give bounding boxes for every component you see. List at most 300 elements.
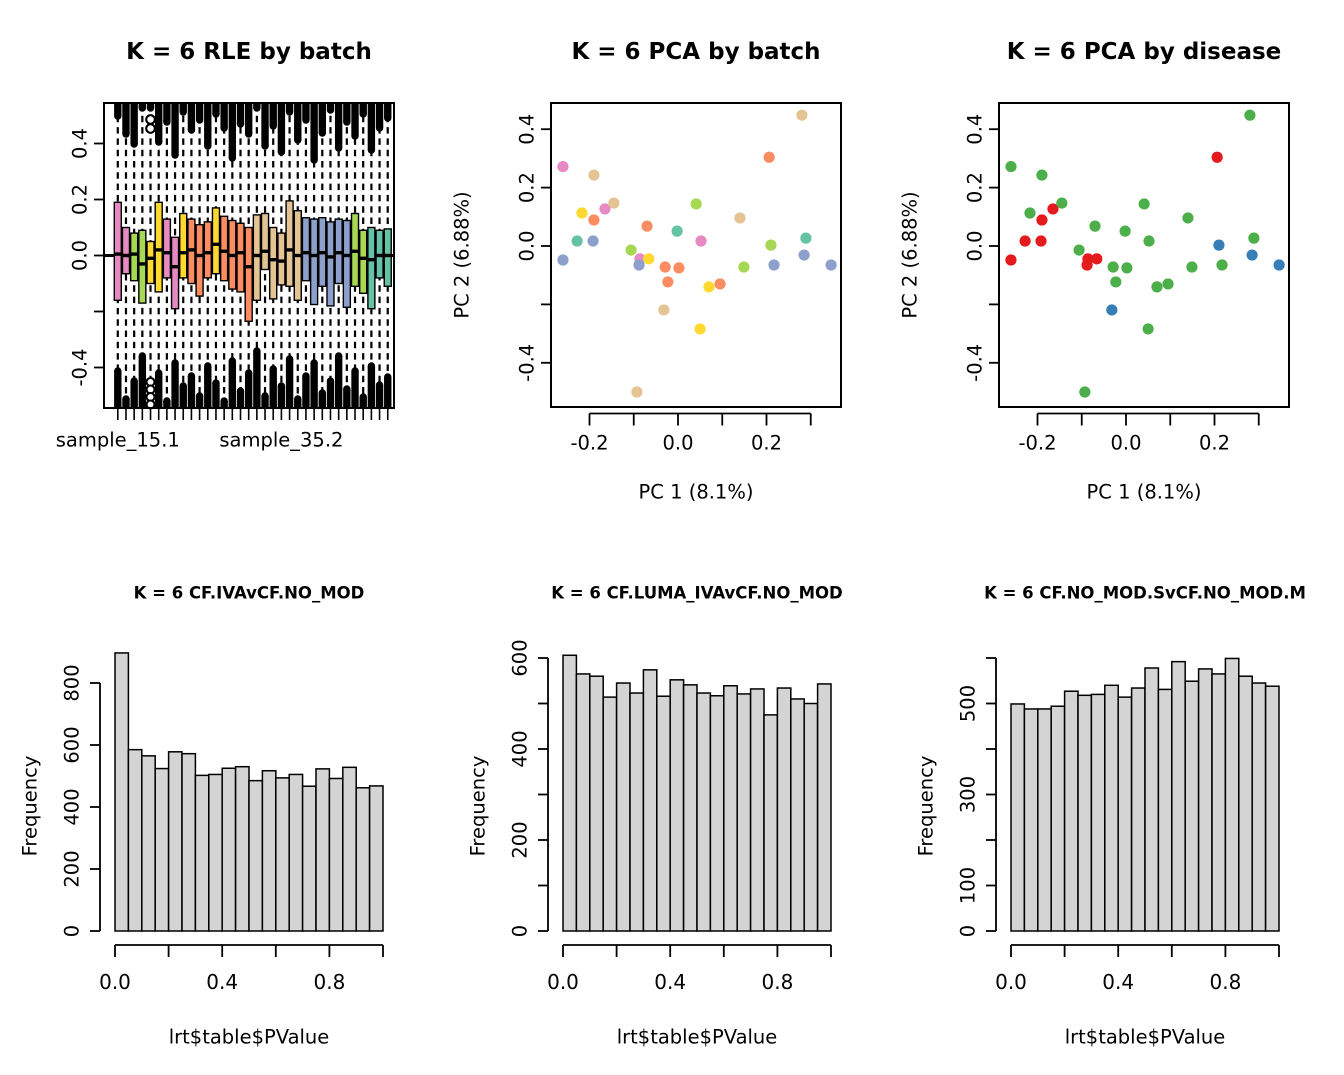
pca-point [631, 386, 642, 397]
rle-outlier-blob-bottom [245, 373, 252, 408]
y-tick-label: 100 [956, 866, 980, 905]
rle-outlier-blob-bottom-cap [163, 397, 170, 404]
pca-point [1216, 259, 1227, 270]
rle-outlier-blob-bottom [351, 371, 358, 408]
rle-outlier-blob-top-cap [114, 112, 121, 119]
hist-bar [617, 683, 630, 931]
x-tick-label: sample_15.1 [55, 428, 180, 452]
rle-outlier-blob-top-cap [155, 138, 162, 145]
rle-outlier-blob-top [278, 103, 285, 152]
hist-bar [818, 684, 831, 931]
hist-bar [262, 771, 275, 931]
hist-bar [343, 767, 356, 931]
panel-pca-by-batch [451, 39, 842, 504]
pca-point [1036, 169, 1047, 180]
pca-point [1036, 214, 1047, 225]
panel-pca-by-disease [899, 39, 1290, 504]
hist-bar [1199, 669, 1212, 931]
rle-outlier-blob-bottom [384, 377, 391, 408]
rle-outlier-blob-bottom [130, 381, 137, 408]
hist-bar [670, 680, 683, 931]
x-tick-label: sample_35.2 [219, 428, 344, 452]
pca-point [826, 259, 837, 270]
rle-box [204, 222, 211, 278]
rle-outlier-blob-bottom-cap [327, 377, 334, 384]
x-tick-label: 0.2 [750, 431, 783, 455]
hist-bar [142, 756, 155, 931]
hist-bar [236, 767, 249, 931]
hist-bar [630, 693, 643, 931]
pca-point [576, 207, 587, 218]
pca-point [1186, 261, 1197, 272]
rle-outlier-blob-bottom-cap [171, 359, 178, 366]
rle-box [270, 228, 277, 299]
rle-outlier-blob-top [245, 103, 252, 134]
rle-outlier-blob-top-cap [278, 148, 285, 155]
y-tick-label: 500 [956, 684, 980, 723]
rle-outlier-blob-top-cap [335, 144, 342, 151]
y-tick-label: 600 [508, 639, 532, 677]
rle-outlier-blob-top [130, 103, 137, 144]
axis-title-x: lrt$table$PValue [1064, 1025, 1226, 1049]
rle-box [163, 219, 170, 278]
y-tick-label: 0 [956, 924, 980, 938]
rle-outlier-blob-top-cap [253, 104, 260, 111]
pca-point [764, 152, 775, 163]
rle-outlier-blob-bottom [335, 356, 342, 408]
hist-bar [1239, 676, 1252, 931]
hist-bar [657, 696, 670, 931]
axis-title-y: Frequency [914, 755, 938, 857]
plot-frame [999, 103, 1289, 407]
hist-bar [791, 699, 804, 931]
y-tick-label: 200 [60, 850, 84, 888]
hist-bar [710, 696, 723, 931]
pca-point [703, 281, 714, 292]
rle-outlier-blob-bottom-cap [122, 395, 129, 402]
rle-outlier-blob-bottom [253, 351, 260, 408]
rle-outlier-blob-top-cap [229, 154, 236, 161]
rle-outlier-blob-bottom-cap [130, 377, 137, 384]
rle-outlier-blob-top [188, 103, 195, 130]
rle-outlier-blob-top-cap [360, 110, 367, 117]
x-tick-label: 0.0 [662, 431, 694, 455]
rle-outlier-blob-top-cap [245, 130, 252, 137]
x-tick-label: 0.8 [761, 970, 794, 994]
y-tick-label: -0.4 [963, 343, 987, 382]
rle-outlier-blob-top [155, 103, 162, 142]
rle-box [327, 222, 334, 306]
rle-outlier-blob-top-cap [130, 140, 137, 147]
x-tick-label: 0.0 [1110, 431, 1142, 455]
panel-title: K = 6 CF.IVAvCF.NO_MOD [133, 583, 365, 603]
rle-outlier-blob-bottom [114, 371, 121, 408]
pca-point [633, 259, 644, 270]
pca-point [1182, 212, 1193, 223]
rle-outlier-blob-bottom-cap [270, 365, 277, 372]
x-tick-label: 0.4 [654, 970, 687, 994]
hist-bar [316, 769, 329, 931]
rle-outlier-blob-bottom [270, 369, 277, 408]
rle-outlier-blob-bottom [212, 383, 219, 408]
pca-point [1005, 254, 1016, 265]
pca-point [588, 214, 599, 225]
hist-bar [1212, 674, 1225, 931]
y-tick-label: 0 [60, 924, 84, 938]
rle-outlier-blob-top [376, 103, 383, 128]
hist-bar [1091, 694, 1104, 931]
hist-bar [249, 781, 262, 931]
rle-outlier-blob-bottom-cap [351, 367, 358, 374]
y-tick-label: 0.4 [963, 113, 987, 145]
axis-title-x: lrt$table$PValue [168, 1025, 330, 1049]
hist-bar [1051, 706, 1064, 931]
pca-point [588, 169, 599, 180]
rle-box [180, 214, 187, 278]
outlier-circle [146, 115, 155, 124]
pca-point [557, 254, 568, 265]
hist-bar [128, 750, 141, 931]
pca-point [1056, 197, 1067, 208]
pca-point [1079, 386, 1090, 397]
rle-outlier-blob-bottom [155, 373, 162, 408]
hist-bar [764, 715, 777, 931]
hist-bar [804, 704, 817, 932]
rle-outlier-blob-top [122, 103, 129, 134]
panel-title: K = 6 CF.NO_MOD.SvCF.NO_MOD.M [984, 583, 1306, 603]
pca-point [1213, 240, 1224, 251]
rle-box [360, 230, 367, 293]
x-tick-label: 0.2 [1198, 431, 1231, 455]
rle-box [131, 233, 138, 281]
y-tick-label: 0.2 [963, 172, 987, 204]
hist-bar [737, 694, 750, 931]
rle-outlier-blob-top [294, 103, 301, 140]
pca-point [734, 212, 745, 223]
x-tick-label: 0.4 [1102, 970, 1135, 994]
pca-point [1108, 261, 1119, 272]
pca-point [1143, 323, 1154, 334]
pca-point [1248, 233, 1259, 244]
hist-bar [370, 786, 383, 931]
rle-outlier-blob-bottom-cap [343, 385, 350, 392]
pca-point [660, 261, 671, 272]
rle-outlier-blob-bottom-cap [237, 387, 244, 394]
pca-point [1106, 304, 1117, 315]
pca-point [800, 233, 811, 244]
rle-outlier-blob-bottom [310, 363, 317, 408]
hist-bar [222, 768, 235, 931]
rle-box [262, 214, 269, 270]
rle-outlier-blob-top-cap [384, 114, 391, 121]
hist-bar [289, 774, 302, 931]
hist-bar [1225, 658, 1238, 931]
pca-point [1091, 253, 1102, 264]
pca-point [1035, 235, 1046, 246]
pca-point [1274, 259, 1285, 270]
rle-outlier-blob-top [204, 103, 211, 146]
hist-bar [209, 774, 222, 931]
hist-bar [563, 655, 576, 931]
rle-box [155, 202, 162, 292]
rle-outlier-blob-bottom-cap [261, 392, 268, 399]
rle-outlier-blob-top-cap [163, 118, 170, 125]
pca-point [1212, 152, 1223, 163]
pca-point [1151, 281, 1162, 292]
rle-box [302, 218, 309, 281]
hist-bar [303, 786, 316, 931]
hist-bar [1158, 689, 1171, 931]
hist-bar [169, 752, 182, 931]
pca-point [662, 276, 673, 287]
rle-outlier-blob-bottom-cap [204, 362, 211, 369]
rle-box [196, 225, 203, 296]
rle-outlier-blob-bottom [188, 376, 195, 408]
pca-point [1143, 235, 1154, 246]
y-tick-label: 0.0 [68, 239, 92, 272]
pca-point [1110, 276, 1121, 287]
rle-outlier-blob-top [319, 103, 326, 133]
panel-title: K = 6 PCA by batch [571, 39, 821, 65]
rle-outlier-blob-bottom [286, 359, 293, 408]
plot-frame [551, 103, 841, 407]
x-tick-label: 0.8 [1209, 970, 1242, 994]
pca-point [765, 240, 776, 251]
hist-bar [1011, 704, 1024, 931]
pca-point [1024, 207, 1035, 218]
hist-bar [1038, 709, 1051, 931]
rle-box [343, 221, 350, 308]
rle-outlier-blob-top [171, 103, 178, 155]
rle-outlier-blob-top [220, 103, 227, 128]
pca-point [641, 221, 652, 232]
pca-point [557, 161, 568, 172]
rle-outlier-blob-top-cap [327, 106, 334, 113]
rle-box [139, 230, 146, 303]
rle-outlier-blob-top [368, 103, 375, 150]
panel-title: K = 6 CF.LUMA_IVAvCF.NO_MOD [551, 583, 843, 603]
hist-bar [697, 693, 710, 931]
rle-outlier-blob-top [335, 103, 342, 148]
rle-box [253, 215, 260, 300]
panel-title: K = 6 PCA by disease [1006, 39, 1282, 65]
hist-bar [356, 788, 369, 931]
hist-bar [1172, 662, 1185, 931]
y-tick-label: 400 [508, 730, 532, 768]
pca-point [1081, 259, 1092, 270]
rle-outlier-blob-top-cap [270, 122, 277, 129]
rle-outlier-blob-top-cap [351, 132, 358, 139]
x-tick-label: -0.2 [570, 431, 609, 455]
rle-box [172, 237, 179, 308]
pca-point [695, 323, 706, 334]
rle-outlier-blob-top-cap [343, 118, 350, 125]
rle-outlier-blob-bottom-cap [286, 355, 293, 362]
rle-outlier-blob-bottom-cap [180, 382, 187, 389]
rle-outlier-blob-top [310, 103, 317, 160]
rle-outlier-blob-top-cap [212, 110, 219, 117]
hist-bar [643, 670, 656, 931]
rle-box [286, 201, 293, 286]
rle-box [245, 228, 252, 322]
rle-outlier-blob-bottom-cap [376, 381, 383, 388]
pca-point [691, 198, 702, 209]
hist-bar [329, 778, 342, 931]
hist-bar [1105, 685, 1118, 931]
pca-point [608, 197, 619, 208]
pca-point [1121, 262, 1132, 273]
pca-point [738, 261, 749, 272]
panel-histogram [19, 584, 384, 1049]
rle-outlier-blob-top [261, 103, 268, 146]
y-tick-label: 0.4 [515, 113, 539, 145]
x-tick-label: -0.2 [1018, 431, 1057, 455]
hist-bar [115, 653, 128, 931]
pca-point [587, 235, 598, 246]
hist-bar [1185, 681, 1198, 931]
y-tick-label: 400 [60, 788, 84, 826]
pca-point [1247, 249, 1258, 260]
axis-title-x: lrt$table$PValue [616, 1025, 778, 1049]
rle-outlier-blob-top-cap [147, 104, 154, 111]
rle-outlier-blob-top-cap [180, 108, 187, 115]
hist-bar [1145, 668, 1158, 931]
y-tick-label: 0.2 [515, 172, 539, 204]
rle-outlier-blob-bottom [139, 356, 146, 408]
rle-outlier-blob-bottom-cap [253, 347, 260, 354]
axis-title-x: PC 1 (8.1%) [638, 480, 754, 504]
pca-point [1139, 198, 1150, 209]
rle-outlier-blob-top [351, 103, 358, 136]
rle-outlier-blob-bottom [204, 366, 211, 408]
rle-outlier-blob-top-cap [302, 116, 309, 123]
y-tick-label: 600 [60, 726, 84, 764]
panel-title: K = 6 RLE by batch [126, 39, 372, 65]
y-tick-label: 0.0 [515, 230, 539, 262]
pca-point [1005, 161, 1016, 172]
hist-bar [1266, 686, 1279, 931]
x-tick-label: 0.0 [547, 970, 579, 994]
panel-histogram [467, 584, 843, 1049]
rle-outlier-blob-bottom-cap [384, 373, 391, 380]
panel-rle-by-batch [56, 39, 394, 452]
rle-outlier-blob-bottom-cap [368, 362, 375, 369]
rle-outlier-blob-top-cap [294, 136, 301, 143]
rle-box [368, 228, 375, 309]
rle-box [147, 242, 154, 284]
rle-outlier-blob-bottom-cap [229, 357, 236, 364]
rle-outlier-blob-bottom [229, 361, 236, 408]
y-tick-label: 0.2 [68, 183, 92, 216]
rle-outlier-blob-bottom-cap [196, 392, 203, 399]
pca-point [695, 235, 706, 246]
axis-title-y: PC 2 (6.88%) [450, 191, 474, 319]
rle-outlier-blob-bottom-cap [302, 372, 309, 379]
rle-outlier-blob-top-cap [122, 130, 129, 137]
y-tick-label: 200 [508, 821, 532, 859]
rle-outlier-blob-top-cap [319, 129, 326, 136]
outlier-circle [146, 124, 155, 133]
hist-bar [1065, 691, 1078, 931]
x-tick-label: 0.4 [206, 970, 239, 994]
rle-outlier-blob-bottom-cap [294, 395, 301, 402]
y-tick-label: 800 [60, 664, 84, 702]
rle-box [122, 228, 129, 274]
y-tick-label: 0.4 [68, 127, 92, 160]
hist-bar [576, 674, 589, 931]
hist-bar [1132, 688, 1145, 931]
pca-point [1089, 221, 1100, 232]
x-tick-label: 0.0 [99, 970, 131, 994]
pca-point [572, 235, 583, 246]
pca-point [799, 249, 810, 260]
rle-outlier-blob-top-cap [220, 124, 227, 131]
rle-box [278, 233, 285, 285]
rle-outlier-blob-top-cap [368, 146, 375, 153]
rle-box [212, 208, 219, 274]
hist-bar [1078, 695, 1091, 931]
rle-outlier-blob-top-cap [261, 142, 268, 149]
rle-outlier-blob-top-cap [376, 124, 383, 131]
hist-bar [724, 686, 737, 931]
rle-outlier-blob-top-cap [188, 126, 195, 133]
hist-bar [276, 778, 289, 931]
rle-outlier-blob-top-cap [171, 151, 178, 158]
hist-bar [195, 775, 208, 931]
rle-outlier-blob-bottom [302, 376, 309, 408]
rle-box [311, 219, 318, 304]
pca-point [643, 253, 654, 264]
axis-title-y: PC 2 (6.88%) [898, 191, 922, 319]
rle-outlier-blob-bottom-cap [212, 379, 219, 386]
y-tick-label: 300 [956, 775, 980, 814]
axis-title-y: Frequency [18, 755, 42, 857]
pca-point [673, 262, 684, 273]
rle-box [384, 229, 391, 286]
rle-outlier-blob-bottom-cap [245, 369, 252, 376]
rle-outlier-blob-top-cap [196, 116, 203, 123]
rle-outlier-blob-top-cap [204, 142, 211, 149]
rle-outlier-blob-bottom-cap [360, 393, 367, 400]
rle-outlier-blob-top [229, 103, 236, 158]
y-tick-label: 0 [508, 924, 532, 938]
rle-outlier-blob-bottom [327, 381, 334, 408]
rle-outlier-blob-top-cap [139, 104, 146, 111]
pca-point [658, 304, 669, 315]
y-tick-label: -0.4 [68, 348, 92, 387]
pca-point [672, 226, 683, 237]
rle-outlier-blob-bottom-cap [335, 352, 342, 359]
hist-bar [603, 697, 616, 931]
rle-outlier-blob-top-cap [310, 156, 317, 163]
hist-bar [1118, 697, 1131, 931]
y-tick-label: 0.0 [963, 230, 987, 262]
pca-point [625, 244, 636, 255]
hist-bar [1252, 683, 1265, 931]
rle-box [221, 216, 228, 280]
rle-box [237, 223, 244, 292]
pca-point [1073, 244, 1084, 255]
rle-outlier-blob-bottom-cap [188, 372, 195, 379]
rle-outlier-blob-top-cap [286, 108, 293, 115]
rle-outlier-blob-top-cap [237, 120, 244, 127]
pca-point [768, 259, 779, 270]
pca-point [1120, 226, 1131, 237]
pca-point [796, 110, 807, 121]
axis-title-x: PC 1 (8.1%) [1086, 480, 1202, 504]
hist-bar [684, 685, 697, 931]
rle-outlier-blob-bottom [368, 366, 375, 408]
